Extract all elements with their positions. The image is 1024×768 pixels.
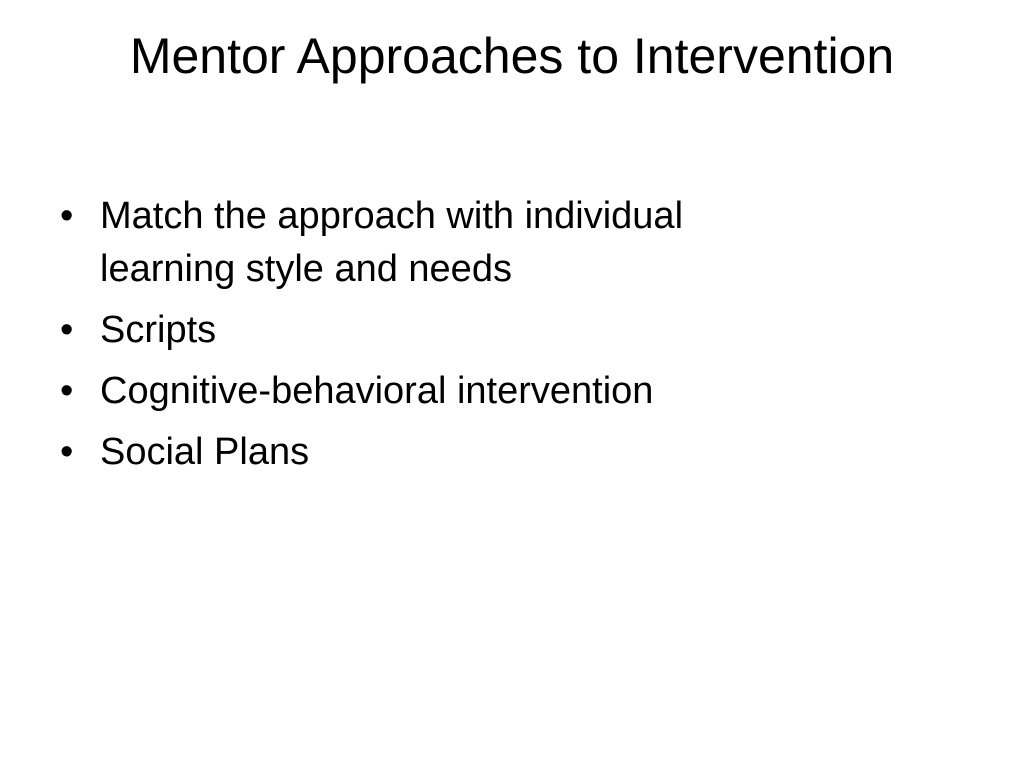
slide-title: Mentor Approaches to Intervention	[129, 28, 895, 84]
bullet-text-line: Match the approach with individual	[100, 195, 684, 237]
bullet-item	[60, 190, 920, 296]
bullet-item	[60, 304, 920, 357]
bullet-text-line: Social Plans	[100, 431, 310, 473]
bullet-item	[60, 365, 920, 418]
bullet-icon: •	[60, 431, 74, 473]
bullet-text-line: Cognitive-behavioral intervention	[100, 370, 654, 412]
bullet-icon: •	[60, 309, 74, 351]
bullet-text-line: Scripts	[100, 309, 217, 351]
bullet-text-line: learning style and needs	[100, 248, 512, 290]
bullet-icon: •	[60, 370, 74, 412]
bullet-list	[60, 190, 920, 487]
bullet-item	[60, 426, 920, 479]
bullet-icon: •	[60, 195, 74, 237]
